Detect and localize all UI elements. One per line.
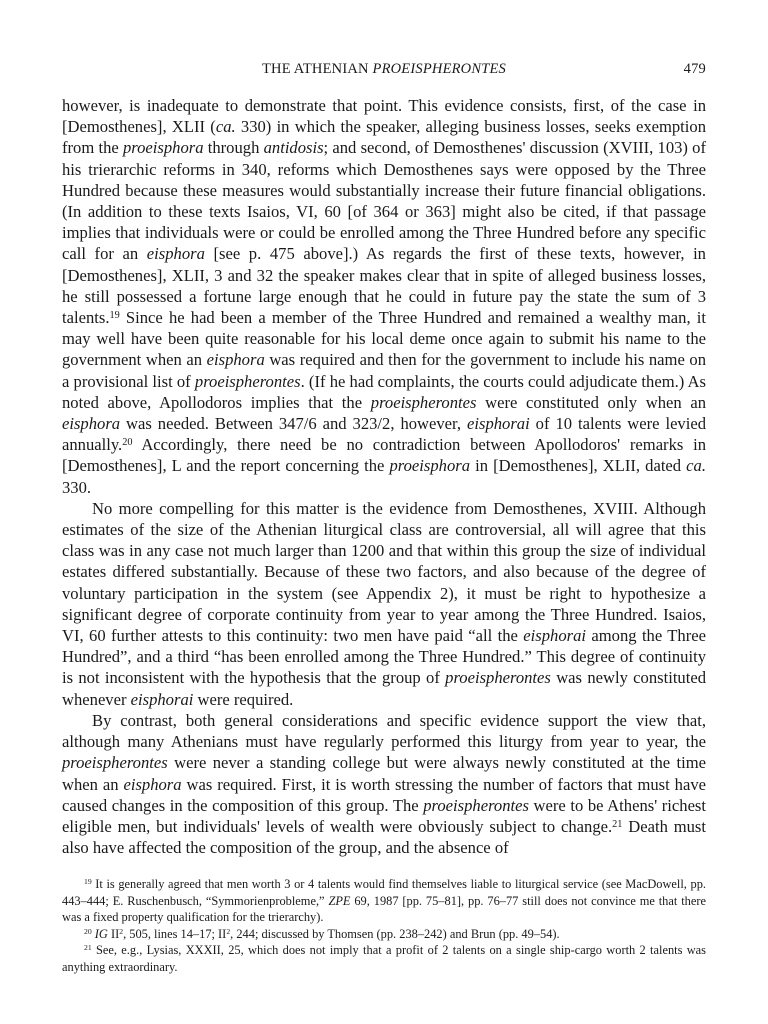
text-run: [see p. 475 above].) As regards the first of these texts, however, in [Demosthenes], XLII, 3 and 32 the speaker makes clear that in spite of alleged business losses, he still possessed a fortune large enough that he could in future pay the state the sum of 3 talents. [62, 244, 706, 328]
italic-run: eisphorai [523, 626, 586, 646]
italic-run: eisphora [206, 350, 265, 370]
text-run: was newly constituted whenever [62, 668, 707, 709]
footnote-20 [62, 926, 706, 943]
text-run: of 10 talents were levied annually. [62, 414, 706, 455]
text-run: were to be Athens' richest eligible men, but individuals' levels of wealth were obviously subject to change. [62, 795, 707, 836]
text-run: were constituted only when an [476, 392, 707, 412]
paragraph-2 [62, 498, 706, 710]
text-run: was needed. Between 347/6 and 323/2, however, [120, 414, 468, 434]
italic-run: proeispherontes [194, 371, 301, 391]
paragraph-1 [62, 95, 706, 498]
running-title-italic: PROEISPHERONTES [372, 61, 506, 77]
body-text [62, 95, 706, 858]
footnotes [62, 876, 706, 976]
text-run: 69, 1987 [pp. 75–81], pp. 76–77 still does not convince me that there was a fixed property qualification for the trierarchy). [62, 893, 706, 925]
text-run: were required. [193, 689, 294, 709]
italic-run: proeisphora [389, 456, 471, 476]
text-run: was required and then for the government to include his name on a provisional list of [62, 350, 707, 391]
text-run: among the Three Hundred”, and a third “has been enrolled among the Three Hundred.” This degree of continuity is not inconsistent with the hypothesis that the group of [62, 626, 706, 688]
italic-run: eisphora [146, 244, 205, 264]
note-marker: 21 [84, 943, 92, 953]
text-run: 330. [62, 477, 92, 497]
italic-run: proeisphora [123, 138, 204, 158]
italic-run: ca. [215, 117, 236, 137]
text-run: , 505, lines 14–17; II [123, 926, 227, 941]
italic-run: eisphorai [467, 414, 530, 434]
italic-run: antidosis [263, 138, 324, 158]
text-run: No more compelling for this matter is the evidence from Demosthenes, XVIII. Although estimates of the size of the Athenian liturgical class are controversial, all will agree that this class was in any case not much larger than 1200 and that within this group the size of individual estates differed substantially. Because of these two factors, and also because of the degree of voluntary participation in the system (see Appendix 2), it must be right to hypothesize a significant degree of corporate continuity from year to year among the Three Hundred. Isaios, VI, 60 further attests to this continuity: two men have paid “all the [62, 498, 706, 646]
note-marker: 2 [119, 926, 124, 936]
text-run: in [Demosthenes], XLII, dated [470, 456, 687, 476]
text-run: Accordingly, there need be no contradiction between Apollodoros' remarks in [Demosthenes], L and the report concerning the [62, 435, 706, 476]
page-number: 479 [683, 61, 706, 77]
running-title [62, 61, 706, 78]
note-marker: 19 [109, 309, 120, 321]
text-run: II [107, 926, 120, 941]
footnote-19 [62, 876, 706, 926]
text-run: ; and second, of Demosthenes' discussion (XVIII, 103) of his trierarchic reforms in 340, reforms which Demosthenes says were opposed by the Three Hundred because these measures would substantially increase their future financial obligations. (In addition to these texts Isaios, VI, 60 [of 364 or 363] might also be cited, if that passage implies that individuals were or could be enrolled among the Three Hundred before any specific call for an [62, 138, 707, 264]
text-run: was required. First, it is worth stressing the number of factors that must have caused changes in the composition of this group. The [62, 774, 706, 815]
text-run: through [203, 138, 264, 158]
running-title-prefix: THE ATHENIAN [261, 61, 373, 77]
text-run: Since he had been a member of the Three Hundred and remained a wealthy man, it may well have been quite reasonable for his local deme once again to submit his name to the government when an [62, 308, 706, 370]
text-run: By contrast, both general considerations and specific evidence support the view that, although many Athenians must have regularly performed this liturgy from year to year, the [62, 710, 706, 752]
italic-run: proeispherontes [445, 668, 551, 688]
note-marker: 21 [612, 818, 623, 830]
running-header [62, 61, 706, 81]
italic-run: proeispherontes [423, 795, 529, 815]
italic-run: eisphora [123, 774, 182, 794]
note-marker: 19 [84, 877, 92, 887]
italic-run: IG [94, 926, 108, 941]
text-run: It is generally agreed that men worth 3 or 4 talents would find themselves liable to liturgical service (see MacDowell, pp. 443–444; E. Ruschenbusch, “Symmorienprobleme,” [62, 877, 706, 908]
text-run: 330) in which the speaker, alleging business losses, seeks exemption from the [62, 117, 706, 158]
italic-run: eisphora [62, 414, 121, 434]
text-run: , 244; discussed by Thomsen (pp. 238–242) and Brun (pp. 49–54). [230, 926, 560, 941]
paragraph-3 [62, 710, 706, 858]
italic-run: proeispherontes [370, 392, 477, 412]
note-marker: 20 [122, 437, 133, 449]
italic-run: ca. [686, 456, 706, 476]
note-marker: 2 [226, 926, 231, 936]
text-run: however, is inadequate to demonstrate that point. This evidence consists, first, of the case in [Demosthenes], XLII ( [62, 96, 706, 137]
note-marker: 20 [84, 926, 92, 936]
italic-run: ZPE [328, 893, 351, 908]
text-run: were never a standing college but were always newly constituted at the time when an [62, 753, 706, 794]
text-run: Death must also have affected the composition of the group, and the absence of [62, 816, 706, 858]
footnote-21 [62, 942, 706, 975]
text-run: . (If he had complaints, the courts could adjudicate them.) As noted above, Apollodoros implies that the [62, 371, 706, 412]
italic-run: proeispherontes [62, 753, 168, 773]
text-run: See, e.g., Lysias, XXXII, 25, which does not imply that a profit of 2 talents on a single ship-cargo worth 2 talents was anything extraordinary. [62, 943, 706, 974]
italic-run: eisphorai [130, 689, 194, 709]
